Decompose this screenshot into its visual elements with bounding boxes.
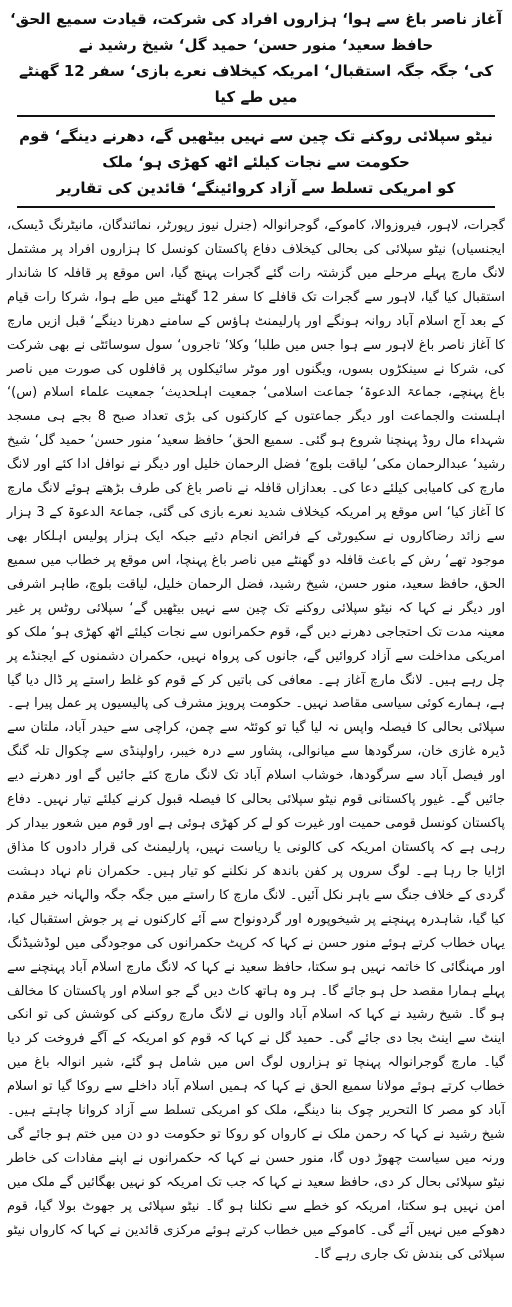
article-body: گجرات، لاہور، فیروزوالا، کاموکے، گوجرانوالہ (جنرل نیوز رپورٹر، نمائندگان، مانیٹرنگ ڈیسک، ایجنسیاں) نیٹو سپلائی کی بحالی کیخلاف دفاع پاکستان کونسل کا ہزاروں افراد پر مشتمل لانگ مارچ پہلے مرحلے میں گزشتہ رات گئے گجرات پہنچ گیا، اس موقع پر قافلہ کا شاندار استقبال کیا گیا، لاہور سے گجرات تک قافلے کا سفر 12 گھنٹے میں طے ہوا، شرکا رات قیام کے بعد آج اسلام آباد روانہ ہونگے اور پارلیمنٹ ہاؤس کے سامنے دھرنا دینگے‘ قبل ازیں مارچ کا آغاز ناصر باغ لاہور سے ہوا جس میں طلبا‘ وکلا‘ تاجروں‘ سول سوسائٹی نے بھی شرکت کی، شرکا نے سینکڑوں بسوں، ویگنوں اور موٹر سائیکلوں پر قافلوں کی صورت میں ناصر باغ پہنچے، جماعۃ الدعوۃ‘ جماعت اسلامی‘ جمعیت اہلحدیث‘ جمعیت علماء اسلام (س)‘ اہلسنت والجماعت اور دیگر جماعتوں کے کارکنوں کی بڑی تعداد صبح 8 بجے ہی مسجد شہداء مال روڈ پہنچنا شروع ہو گئی۔ سمیع الحق‘ حافظ سعید‘ منور حسن‘ حمید گل‘ شیخ رشید‘ عبدالرحمان مکی‘ لیاقت بلوچ‘ فضل الرحمان خلیل اور دیگر نے نوافل ادا کئے اور لانگ مارچ کی کامیابی کیلئے دعا کی۔ بعدازاں قافلہ نے ناصر باغ کی طرف بڑھتے ہوئے لانگ مارچ کا آغاز کیا‘ اس موقع پر امریکہ کیخلاف شدید نعرے بازی کی گئی، جماعۃ الدعوۃ کے 3 ہزار سے زائد رضاکاروں نے سکیورٹی کے فرائض انجام دئیے جبکہ ایک ہزار پولیس اہلکار بھی موجود تھے‘ رش کے باعث قافلہ دو گھنٹے میں ناصر باغ پہنچا، اس موقع پر خطاب میں سمیع الحق، حافظ سعید، منور حسن، شیخ رشید، فضل الرحمان خلیل، لیاقت بلوچ، طاہر اشرفی اور دیگر نے کہا کہ نیٹو سپلائی روکنے تک چین سے نہیں بیٹھیں گے‘ سپلائی روٹس پر غیر معینہ مدت تک احتجاجی دھرنے دیں گے، قوم حکمرانوں سے نجات کیلئے اٹھ کھڑی ہو‘ ملک کو امریکی مداخلت سے آزاد کروائیں گے، جانوں کی پرواہ نہیں، حکمران دشمنوں کے ایجنڈے پر چل رہے ہیں۔ لانگ مارچ آغاز ہے۔ معافی کی باتیں کر کے قوم کو غلط راستے پر ڈال دیا گیا ہے، ہمارے کوئی سیاسی مقاصد نہیں۔ حکومت پرویز مشرف کی پالیسیوں پر عمل پیرا ہے۔ سپلائی بحالی کا فیصلہ واپس نہ لیا گیا تو کوئٹہ سے چمن، کراچی سے حیدر آباد، ملتان سے ڈیرہ غازی خان، سرگودھا سے میانوالی، پشاور سے درہ خیبر، راولپنڈی سے چکوال تلہ گنگ اور فیصل آباد سے سرگودھا، خوشاب اسلام آباد تک لانگ مارچ کئے جائیں گے اور دھرنے دیے جائیں گے۔ غیور پاکستانی قوم نیٹو سپلائی بحالی کا فیصلہ قبول کرنے کیلئے تیار نہیں۔ دفاع پاکستان کونسل قومی حمیت اور غیرت کو لے کر کھڑی ہوئی ہے اور قوم میں شعور بیدار کر رہی ہے کہ پاکستان امریکہ کی کالونی یا ریاست نہیں، پارلیمنٹ کی قرار دادوں کا مذاق اڑایا جا رہا ہے۔ لوگ سروں پر کفن باندھ کر نکلنے کو تیار ہیں۔ حکمران نام نہاد دہشت گردی کے خلاف جنگ سے باہر نکل آئیں۔ لانگ مارچ کا راستے میں جگہ جگہ والہانہ خیر مقدم کیا گیا، شاہدرہ پہنچنے پر شیخوپورہ اور گردونواح سے آئے کارکنوں نے پر جوش استقبال کیا، یہاں خطاب کرتے ہوئے منور حسن نے کہا کہ کرپٹ حکمرانوں کی موجودگی میں لوڈشیڈنگ اور مہنگائی کا خاتمہ نہیں ہو سکتا، حافظ سعید نے کہا کہ لانگ مارچ اسلام آباد پہنچنے سے پہلے ہمارا مقصد حل ہو جائے گا۔ ہر وہ ہاتھ کاٹ دیں گے جو اسلام اور پاکستان کا مخالف ہو گا۔ شیخ رشید نے کہا کہ اسلام آباد والوں نے لانگ مارچ روکنے کی کوشش کی تو انکی اینٹ سے اینٹ بجا دی جائے گی۔ حمید گل نے کہا کہ قوم کو امریکہ کے آگے فروخت کر دیا گیا۔ مارچ گوجرانوالہ پہنچا تو ہزاروں لوگ اس میں شامل ہو گئے، شیر انوالہ باغ میں خطاب کرتے ہوئے مولانا سمیع الحق نے کہا کہ ہمیں اسلام آباد داخلے سے روکا گیا تو اسلام آباد کو مصر کا التحریر چوک بنا دینگے، ملک کو امریکی تسلط سے آزاد کروانا چاہتے ہیں۔ شیخ رشید نے کہا کہ رحمن ملک نے کارواں کو روکا تو حکومت دو دن میں ختم ہو جائے گی ورنہ میں سیاست چھوڑ دوں گا، منور حسن نے کہا کہ حکمرانوں نے اپنے مفادات کی خاطر نیٹو سپلائی بحال کر دی، حافظ سعید نے کہا کہ جب تک امریکہ کو نہیں بھگائیں گے ملک میں امن نہیں ہو سکتا، امریکہ کو خطے سے نکلنا ہو گا۔ نیٹو سپلائی پر جھوٹ بولا گیا، قوم دھوکے میں نہیں آئے گی۔ کاموکے میں خطاب کرتے ہوئے مرکزی قائدین نے کہا کہ کارواں نیٹو سپلائی کی بندش تک جاری رہے گا۔: [7, 218, 506, 1262]
subheadline-line-2: کو امریکی تسلط سے آزاد کروائینگے‘ قائدین کی تقاریر: [56, 179, 456, 197]
headline-divider: [17, 115, 495, 117]
headline-line-2: کی‘ جگہ جگہ استقبال‘ امریکہ کیخلاف نعرے بازی‘ سفر 12 گھنٹے میں طے کیا: [18, 62, 494, 106]
subheadline-line-1: نیٹو سپلائی روکنے تک چین سے نہیں بیٹھیں گے، دھرنے دینگے‘ قوم حکومت سے نجات کیلئے اٹھ کھڑی ہو‘ ملک: [19, 127, 493, 171]
headline-line-1: آغاز ناصر باغ سے ہوا‘ ہزاروں افراد کی شرکت، قیادت سمیع الحق‘ حافظ سعید‘ منور حسن‘ حمید گل‘ شیخ رشید نے: [9, 10, 503, 54]
subheadline-divider: [17, 206, 495, 208]
subheadline: [7, 123, 505, 201]
headline: [7, 6, 505, 110]
